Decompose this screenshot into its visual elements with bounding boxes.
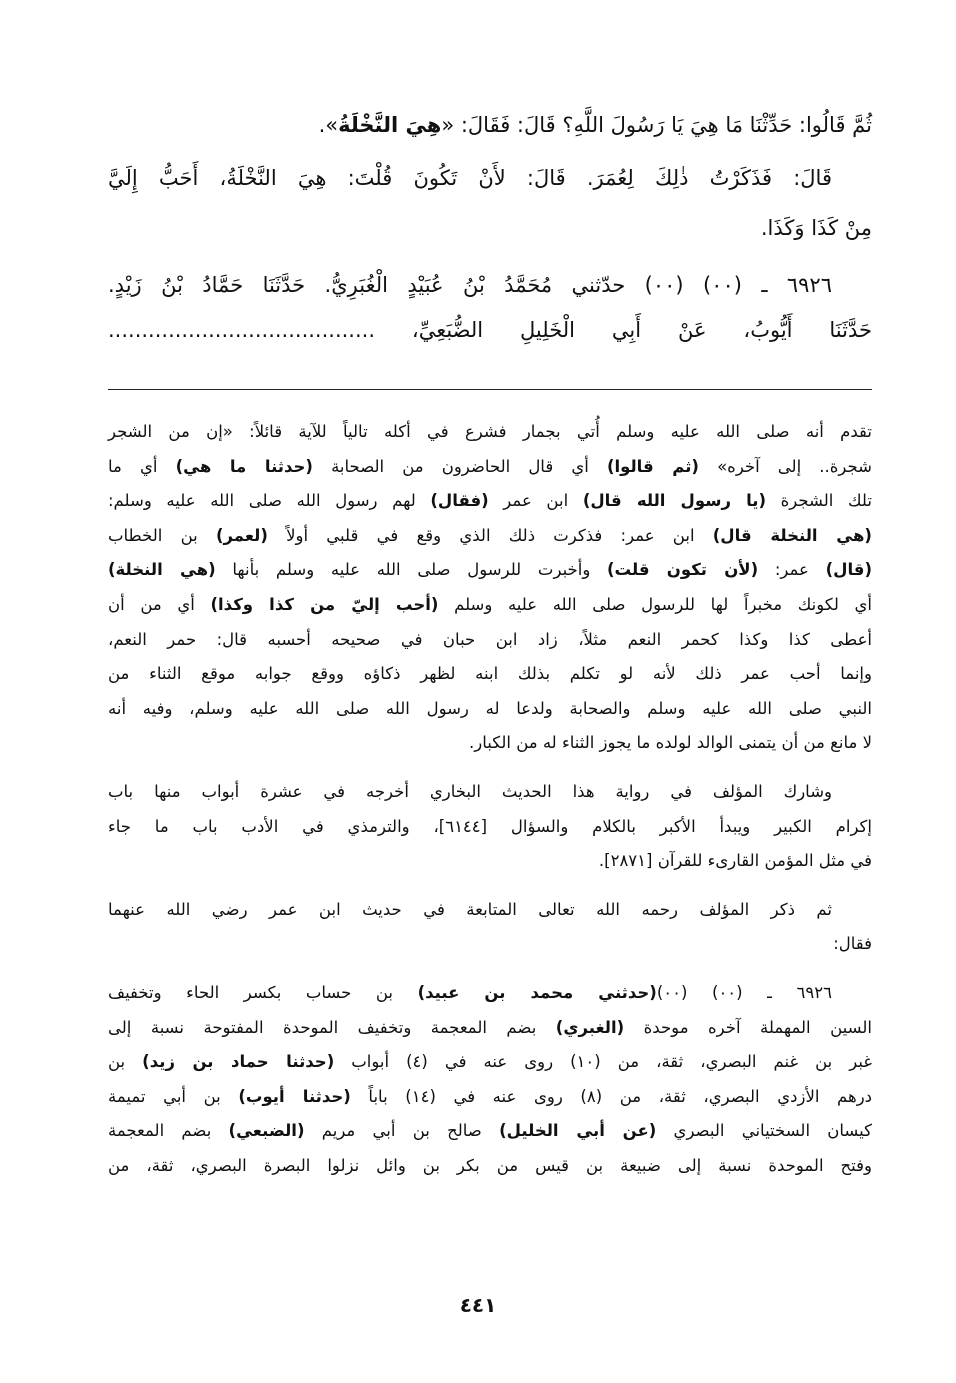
text-line [108,265,872,305]
bold-quote: (الضبعي) [228,1121,305,1141]
text-run: حَدَّثَنَا أَيُّوبُ، عَنْ أَبِي الْخَلِيلِ الضُّبَعِيِّ، ........................................ [108,318,872,342]
footnote-line [108,484,872,518]
bold-quote: (يا رسول الله قال) [582,491,767,511]
text-run: لا مانع من أن يتمنى الوالد لولده ما يجوز الثناء له من الكبار. [469,733,872,753]
bold-quote: (الغبري) [555,1017,625,1037]
bold-quote: (حدثنا أيوب) [238,1086,351,1106]
text-run: ثُمَّ قَالُوا: حَدِّثْنَا مَا هِيَ يَا رَسُولَ اللَّهِ؟ قَالَ: فَقَالَ: « [441,113,872,137]
text-run: ثم ذكر المؤلف رحمه الله تعالى المتابعة في حديث ابن عمر رضي الله عنهما [108,899,832,919]
text-run: قَالَ: فَذَكَرْتُ ذٰلِكَ لِعُمَرَ. قَالَ: لأَنْ تَكُونَ قُلْتَ: هِيَ النَّخْلَةُ، أَحَبُّ إِلَيَّ [108,166,832,190]
text-run: السين المهملة آخره موحدة [624,1017,872,1037]
footnote-line [108,810,872,844]
footnote-line [108,775,872,809]
footnote-line [108,844,872,878]
text-run: ابن عمر: فذكرت ذلك الذي وقع في قلبي أولاً [267,525,713,545]
text-line [108,158,872,198]
text-run: فقال: [833,934,872,954]
footnote-line [108,1080,872,1114]
text-run: وشارك المؤلف في رواية هذا الحديث البخاري أخرجه في عشرة أبواب منها باب [108,782,832,801]
footnote-line [108,1011,872,1045]
bold-quote: (فقال) [430,491,489,511]
text-run: صالح بن أبي مريم [304,1121,500,1141]
page-number: ٤٤١ [459,1293,497,1317]
text-run: لهم رسول الله صلى الله عليه وسلم: [108,491,431,511]
text-run: ٦٩٢٦ ـ (٠٠) (٠٠) حدّثني مُحَمَّدُ بْنُ عُبَيْدٍ الْغُبَرِيُّ. حَدَّثَنَا حَمَّادُ بْنُ زَيْدٍ. [108,273,832,297]
text-run: ٦٩٢٦ ـ (٠٠) (٠٠) [656,983,832,1002]
footnote-line [108,519,872,553]
text-run: بن الخطاب [108,525,216,545]
footnote-line [108,657,872,691]
bold-quote: هِيَ النَّخْلَةُ [338,113,442,137]
footnote-line [108,726,872,760]
footnote-line [108,450,872,484]
text-run: وأخبرت للرسول صلى الله عليه وسلم بأنها [215,560,608,580]
bold-quote: (عن أبي الخليل) [499,1121,657,1141]
footnote-line [108,1149,872,1183]
text-run: أي قال الحاضرون من الصحابة [312,456,607,476]
text-run: أعطى كذا وكذا كحمر النعم مثلاً، زاد ابن حبان في صحيحه أحسبه قال: حمر النعم، [108,629,872,649]
text-run: ». [318,113,339,137]
bold-quote: (هي النخلة قال) [712,525,872,545]
footnote-line [108,623,872,657]
text-run: كيسان السختياني البصري [656,1121,872,1141]
text-run: في مثل المؤمن القارىء للقرآن [٢٨٧١]. [598,851,872,871]
footnote-line [108,1114,872,1148]
footnote-line [108,692,872,726]
text-run: شجرة.. إلى آخره» [698,456,872,476]
bold-quote: (أحب إليّ من كذا وكذا) [210,595,439,614]
text-run: أي ما [108,456,176,476]
text-run: أي من أن [108,595,211,614]
text-run: درهم الأزدي البصري، ثقة، من (٨) روى عنه في (١٤) باباً [350,1086,873,1106]
bold-quote: (قال) [825,560,873,580]
text-run: بن أبي تميمة [108,1086,239,1106]
text-run: بن [108,1052,143,1072]
footnote-line [108,553,872,587]
text-run: وفتح الموحدة نسبة إلى ضبيعة بن قيس من بكر بن وائل نزلوا البصرة البصري، ثقة، من [108,1156,872,1175]
footnote-separator [108,389,872,390]
text-run: بضم المعجمة [108,1121,229,1141]
footnote-line [108,415,872,449]
footnote-line [108,588,872,622]
text-run: عمر: [758,560,826,580]
footnote-line [108,893,872,927]
bold-quote: (لعمر) [215,525,268,545]
text-run: تلك الشجرة [766,491,872,511]
text-run: النبي صلى الله عليه وسلم والصحابة ولدعا له رسول الله صلى الله عليه وسلم، وفيه أنه [108,698,872,718]
bold-quote: (هي النخلة) [108,560,216,580]
text-line [108,310,872,350]
footnote-line [108,976,872,1010]
text-run: ابن عمر [488,491,583,511]
text-run: مِنْ كَذَا وَكَذَا. [760,216,872,240]
text-run: بضم المعجمة وتخفيف الموحدة المفتوحة نسبة إلى [108,1017,556,1037]
text-line [108,105,872,145]
footnote-line [108,1045,872,1079]
text-run: أي لكونك مخبراً لها للرسول صلى الله عليه وسلم [438,595,872,614]
footnote-line [108,927,872,961]
text-run: تقدم أنه صلى الله عليه وسلم أُتي بجمار فشرع في أكله تالياً للآية قائلاً: «إن من الشجر [108,422,872,441]
bold-quote: (لأن تكون قلت) [607,560,759,580]
bold-quote: (حدثنا حماد بن زيد) [142,1052,335,1072]
text-run: غبر بن غنم البصري، ثقة، من (١٠) روى عنه في (٤) أبواب [334,1052,873,1072]
text-line [108,208,872,248]
bold-quote: (حدثني محمد بن عبيد) [417,983,657,1002]
bold-quote: (حدثنا ما هي) [175,456,313,476]
bold-quote: (ثم قالوا) [606,456,699,476]
text-run: وإنما أحب عمر ذلك لأنه لو تكلم بذلك ابنه لظهر ذكاؤه ووقع جوابه موقع الثناء من [108,664,872,684]
text-run: بن حساب بكسر الحاء وتخفيف [108,983,418,1002]
text-run: إكرام الكبير ويبدأ الأكبر بالكلام والسؤال [٦١٤٤]، والترمذي في الأدب باب ما جاء [108,816,872,836]
